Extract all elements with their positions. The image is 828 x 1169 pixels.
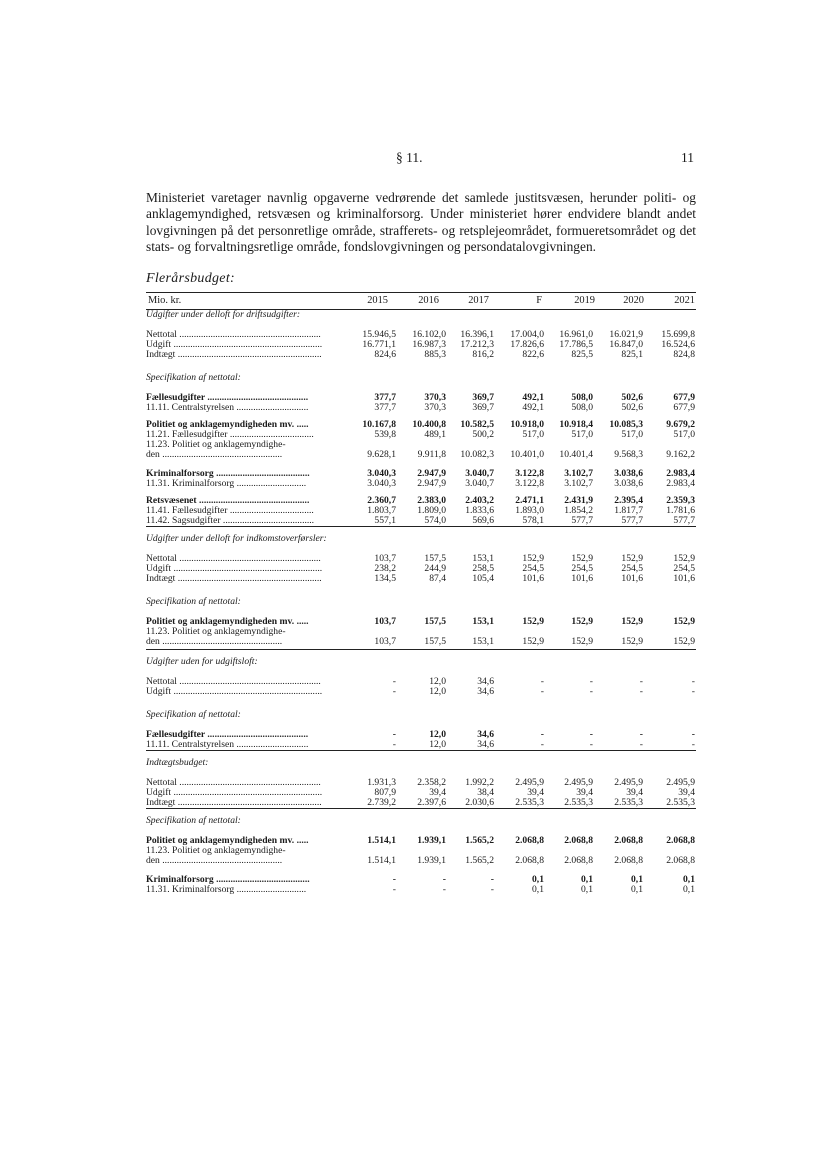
table-cell: 152,9 [621, 553, 643, 564]
table-row [146, 420, 696, 430]
table-cell: 1.565,2 [465, 855, 494, 866]
table-cell: 885,3 [424, 349, 446, 360]
row-label: 11.11. Centralstyrelsen .............................. [146, 403, 309, 413]
table-cell: - [540, 739, 544, 750]
budget-title: Flerårsbudget: [146, 271, 235, 286]
table-cell: 2.068,8 [666, 835, 695, 846]
table-cell: 492,1 [522, 402, 544, 413]
table-cell: 152,9 [673, 636, 695, 647]
table-cell: 10.401,4 [559, 449, 593, 460]
row-label: 11.42. Sagsudgifter ...................................... [146, 516, 315, 526]
unit-label: Mio. kr. [148, 295, 182, 306]
budget-table [146, 292, 696, 895]
table-cell: 16.102,0 [412, 329, 446, 340]
table-cell: 39,4 [429, 787, 446, 798]
table-cell: 15.946,5 [362, 329, 396, 340]
table-cell: 370,3 [424, 402, 446, 413]
table-cell: 574,0 [424, 515, 446, 526]
table-cell: 539,8 [374, 429, 396, 440]
row-label: Nettotal ........................................................... [146, 778, 321, 788]
table-cell: 1.514,1 [367, 835, 396, 846]
table-cell: 1.817,7 [614, 505, 643, 516]
table-row [146, 677, 696, 687]
table-cell: 238,2 [374, 563, 396, 574]
row-label: Fællesudgifter .......................................... [146, 730, 309, 740]
table-cell: 103,7 [374, 636, 396, 647]
table-cell: - [392, 884, 396, 895]
table-cell: 2.395,4 [614, 495, 643, 506]
table-cell: 3.102,7 [564, 468, 593, 479]
section-heading: Udgifter under delloft for driftsudgifter: [146, 309, 301, 320]
table-cell: 15.699,8 [661, 329, 695, 340]
table-cell: 9.162,2 [666, 449, 695, 460]
table-row [146, 687, 696, 697]
table-cell: 103,7 [374, 616, 396, 627]
table-cell: 3.122,8 [515, 468, 544, 479]
table-cell: 2.495,9 [614, 777, 643, 788]
table-cell: 12,0 [429, 739, 446, 750]
table-cell: 152,9 [522, 553, 544, 564]
table-cell: 16.021,9 [609, 329, 643, 340]
table-cell: 9.568,3 [614, 449, 643, 460]
table-cell: - [691, 686, 695, 697]
table-cell: 557,1 [374, 515, 396, 526]
table-cell: 2.030,6 [465, 797, 494, 808]
table-cell: 152,9 [571, 616, 593, 627]
table-cell: - [691, 729, 695, 740]
table-cell: 2.535,3 [666, 797, 695, 808]
spacer [146, 868, 696, 875]
table-row [146, 564, 696, 574]
table-cell: - [442, 884, 446, 895]
table-cell: 517,0 [522, 429, 544, 440]
table-cell: 9.679,2 [666, 419, 695, 430]
row-label: 11.23. Politiet og anklagemyndighe- [146, 440, 286, 450]
table-cell: 1.939,1 [417, 835, 446, 846]
table-cell: - [392, 874, 396, 885]
table-cell: 569,6 [472, 515, 494, 526]
row-label: 11.23. Politiet og anklagemyndighe- [146, 846, 286, 856]
table-cell: - [639, 729, 643, 740]
table-cell: 2.068,8 [564, 835, 593, 846]
table-cell: 105,4 [472, 573, 494, 584]
table-row [146, 350, 696, 360]
row-label: Indtægt ............................................................ [146, 350, 322, 360]
table-row [146, 479, 696, 489]
row-label: 11.11. Centralstyrelsen .............................. [146, 740, 309, 750]
table-cell: 677,9 [673, 392, 695, 403]
row-label: 11.23. Politiet og anklagemyndighe- [146, 627, 286, 637]
table-cell: 152,9 [571, 553, 593, 564]
row-label: Nettotal ........................................................... [146, 554, 321, 564]
table-cell: 2.535,3 [515, 797, 544, 808]
table-cell: 16.771,1 [362, 339, 396, 350]
table-cell: 489,1 [424, 429, 446, 440]
table-cell: 0,1 [683, 884, 695, 895]
row-label: Nettotal ........................................................... [146, 677, 321, 687]
table-cell: 153,1 [472, 616, 494, 627]
table-cell: - [490, 884, 494, 895]
table-cell: 9.911,8 [417, 449, 446, 460]
table-cell: 825,1 [621, 349, 643, 360]
table-cell: 816,2 [472, 349, 494, 360]
table-cell: 369,7 [472, 392, 494, 403]
table-cell: 12,0 [429, 686, 446, 697]
table-cell: 17.212,3 [460, 339, 494, 350]
section-heading: Specifikation af nettotal: [146, 815, 241, 826]
table-cell: 0,1 [631, 884, 643, 895]
row-label: 11.31. Kriminalforsorg ............................. [146, 885, 307, 895]
column-header: F [536, 295, 542, 306]
row-label: Indtægt ............................................................ [146, 798, 322, 808]
row-label: Udgift .............................................................. [146, 687, 323, 697]
table-cell: 152,9 [621, 616, 643, 627]
table-cell: - [392, 676, 396, 687]
table-cell: 10.085,3 [609, 419, 643, 430]
column-header: 2016 [418, 295, 439, 306]
table-cell: 258,5 [472, 563, 494, 574]
table-cell: 16.847,0 [609, 339, 643, 350]
spacer [146, 720, 696, 730]
table-cell: 577,7 [571, 515, 593, 526]
table-cell: 17.826,6 [510, 339, 544, 350]
table-cell: 0,1 [532, 874, 544, 885]
table-cell: 577,7 [621, 515, 643, 526]
table-cell: 2.068,8 [614, 855, 643, 866]
table-cell: 101,6 [673, 573, 695, 584]
table-cell: 377,7 [374, 392, 396, 403]
table-cell: - [540, 676, 544, 687]
table-cell: 1.992,2 [465, 777, 494, 788]
spacer [146, 751, 696, 758]
table-cell: 508,0 [571, 402, 593, 413]
table-cell: - [589, 739, 593, 750]
table-cell: 1.565,2 [465, 835, 494, 846]
table-row [146, 506, 696, 516]
table-cell: 577,7 [673, 515, 695, 526]
table-cell: 16.396,1 [460, 329, 494, 340]
table-cell: 2.383,0 [417, 495, 446, 506]
table-cell: - [639, 686, 643, 697]
table-row [146, 627, 696, 637]
table-cell: 157,5 [424, 553, 446, 564]
table-row [146, 403, 696, 413]
table-body [146, 310, 696, 895]
table-cell: - [589, 686, 593, 697]
table-cell: 824,8 [673, 349, 695, 360]
section-heading: Udgifter uden for udgiftsloft: [146, 656, 258, 667]
table-cell: 502,6 [621, 402, 643, 413]
table-cell: 157,5 [424, 616, 446, 627]
section-heading: Indtægtsbudget: [146, 757, 209, 768]
table-cell: 2.535,3 [614, 797, 643, 808]
table-cell: 2.983,4 [666, 468, 695, 479]
table-cell: 578,1 [522, 515, 544, 526]
spacer [146, 544, 696, 554]
table-cell: 825,5 [571, 349, 593, 360]
table-cell: 10.918,4 [559, 419, 593, 430]
table-cell: - [442, 874, 446, 885]
table-cell: 153,1 [472, 636, 494, 647]
table-cell: 12,0 [429, 676, 446, 687]
row-label: Politiet og anklagemyndigheden mv. ..... [146, 836, 309, 846]
table-row [146, 574, 696, 584]
table-cell: 152,9 [673, 616, 695, 627]
table-cell: 2.068,8 [515, 855, 544, 866]
table-cell: 39,4 [527, 787, 544, 798]
table-cell: - [589, 729, 593, 740]
table-row [146, 554, 696, 564]
table-cell: 517,0 [571, 429, 593, 440]
table-cell: 3.040,3 [367, 468, 396, 479]
table-cell: 0,1 [581, 884, 593, 895]
row-label: 11.31. Kriminalforsorg ............................. [146, 479, 307, 489]
table-cell: 39,4 [626, 787, 643, 798]
table-row [146, 798, 696, 808]
table-cell: 2.471,1 [515, 495, 544, 506]
table-cell: 0,1 [581, 874, 593, 885]
table-cell: 17.786,5 [559, 339, 593, 350]
row-label: Retsvæsenet .............................................. [146, 496, 310, 506]
row-label: 11.21. Fællesudgifter ................................... [146, 430, 314, 440]
table-cell: 1.809,0 [417, 505, 446, 516]
table-header [146, 292, 696, 310]
column-header: 2017 [468, 295, 489, 306]
row-label: den .................................................. [146, 856, 283, 866]
table-cell: 39,4 [576, 787, 593, 798]
table-cell: - [639, 739, 643, 750]
table-cell: - [589, 676, 593, 687]
table-cell: 2.947,9 [417, 478, 446, 489]
table-cell: 1.931,3 [367, 777, 396, 788]
column-header: 2021 [674, 295, 695, 306]
table-cell: 254,5 [522, 563, 544, 574]
table-cell: - [540, 686, 544, 697]
column-header: 2015 [367, 295, 388, 306]
row-label: Indtægt ............................................................ [146, 574, 322, 584]
table-cell: 17.004,0 [510, 329, 544, 340]
table-cell: 16.524,6 [661, 339, 695, 350]
row-label: Kriminalforsorg ....................................... [146, 875, 310, 885]
table-cell: 152,9 [621, 636, 643, 647]
table-cell: 1.833,6 [465, 505, 494, 516]
table-cell: 2.068,8 [666, 855, 695, 866]
table-row [146, 617, 696, 627]
table-cell: - [691, 739, 695, 750]
table-cell: 824,6 [374, 349, 396, 360]
table-cell: 2.535,3 [564, 797, 593, 808]
table-cell: - [392, 739, 396, 750]
table-row [146, 637, 696, 649]
table-cell: 1.514,1 [367, 855, 396, 866]
table-cell: 244,9 [424, 563, 446, 574]
table-cell: 2.947,9 [417, 468, 446, 479]
table-cell: 370,3 [424, 392, 446, 403]
section-heading: Specifikation af nettotal: [146, 596, 241, 607]
table-cell: - [540, 729, 544, 740]
table-row [146, 740, 696, 750]
table-cell: 10.400,8 [412, 419, 446, 430]
table-cell: 152,9 [522, 636, 544, 647]
table-cell: 87,4 [429, 573, 446, 584]
row-label: Udgift .............................................................. [146, 788, 323, 798]
table-cell: 9.628,1 [367, 449, 396, 460]
table-cell: 2.358,2 [417, 777, 446, 788]
table-cell: 38,4 [477, 787, 494, 798]
table-cell: 3.102,7 [564, 478, 593, 489]
table-row [146, 856, 696, 868]
table-cell: 2.397,6 [417, 797, 446, 808]
row-label: Fællesudgifter .......................................... [146, 393, 309, 403]
table-row [146, 778, 696, 788]
table-cell: 10.401,0 [510, 449, 544, 460]
table-row [146, 393, 696, 403]
row-label: Udgift .............................................................. [146, 564, 323, 574]
section-heading: Udgifter under delloft for indkomstoverførsler: [146, 533, 327, 544]
table-cell: 39,4 [678, 787, 695, 798]
table-cell: 254,5 [673, 563, 695, 574]
table-cell: 34,6 [477, 686, 494, 697]
table-cell: 500,2 [472, 429, 494, 440]
spacer [146, 667, 696, 677]
table-cell: 807,9 [374, 787, 396, 798]
table-cell: 677,9 [673, 402, 695, 413]
table-cell: 134,5 [374, 573, 396, 584]
table-cell: 0,1 [683, 874, 695, 885]
table-cell: 3.040,7 [465, 468, 494, 479]
table-cell: - [639, 676, 643, 687]
table-cell: 2.068,8 [564, 855, 593, 866]
section-heading: Specifikation af nettotal: [146, 709, 241, 720]
table-cell: 2.431,9 [564, 495, 593, 506]
table-cell: 377,7 [374, 402, 396, 413]
column-header: 2020 [623, 295, 644, 306]
table-cell: 3.038,6 [614, 468, 643, 479]
row-label: den .................................................. [146, 637, 283, 647]
table-cell: 16.987,3 [412, 339, 446, 350]
spacer [146, 607, 696, 617]
row-label: Kriminalforsorg ....................................... [146, 469, 310, 479]
table-cell: 10.167,8 [362, 419, 396, 430]
table-cell: 101,6 [621, 573, 643, 584]
table-cell: 153,1 [472, 553, 494, 564]
table-cell: 2.360,7 [367, 495, 396, 506]
page-header [0, 150, 828, 170]
table-cell: 1.854,2 [564, 505, 593, 516]
table-cell: - [392, 729, 396, 740]
table-cell: 517,0 [621, 429, 643, 440]
table-cell: 517,0 [673, 429, 695, 440]
table-cell: 152,9 [522, 616, 544, 627]
row-label: den .................................................. [146, 450, 283, 460]
table-cell: 152,9 [673, 553, 695, 564]
table-cell: 502,6 [621, 392, 643, 403]
row-label: 11.41. Fællesudgifter ................................... [146, 506, 314, 516]
row-label: Udgift .............................................................. [146, 340, 323, 350]
table-cell: 492,1 [522, 392, 544, 403]
table-cell: 34,6 [477, 676, 494, 687]
table-cell: 2.739,2 [367, 797, 396, 808]
table-row [146, 730, 696, 740]
page-number: 11 [681, 150, 694, 165]
table-row [146, 875, 696, 885]
section-heading: Specifikation af nettotal: [146, 372, 241, 383]
table-cell: 254,5 [621, 563, 643, 574]
table-cell: 2.495,9 [515, 777, 544, 788]
table-cell: 1.781,6 [666, 505, 695, 516]
table-cell: 34,6 [477, 739, 494, 750]
table-cell: 0,1 [631, 874, 643, 885]
table-cell: 254,5 [571, 563, 593, 574]
section-marker: § 11. [396, 150, 423, 165]
table-cell: 1.803,7 [367, 505, 396, 516]
table-cell: 2.359,3 [666, 495, 695, 506]
table-cell: 3.122,8 [515, 478, 544, 489]
table-cell: 10.918,0 [510, 419, 544, 430]
table-cell: 2.068,8 [515, 835, 544, 846]
table-cell: - [392, 686, 396, 697]
table-row [146, 450, 696, 462]
table-cell: 508,0 [571, 392, 593, 403]
table-row [146, 836, 696, 846]
table-row [146, 340, 696, 350]
table-cell: 101,6 [522, 573, 544, 584]
table-cell: 34,6 [477, 729, 494, 740]
table-cell: 369,7 [472, 402, 494, 413]
intro-paragraph: Ministeriet varetager navnlig opgaverne vedrørende det samlede justitsvæsen, herunder politi- og anklagemyndighed, retsvæsen og kriminalforsorg. Under ministeriet hører endvidere blandt andet lovgivningen på det personretlige område, strafferets- og retsplejeområdet, formueretsområdet og det stats- og forvaltningsretlige område, fondslovgivningen og persondatalovgivningen. [146, 190, 696, 254]
row-label: Politiet og anklagemyndigheden mv. ..... [146, 420, 309, 430]
spacer [146, 383, 696, 393]
table-cell: 10.082,3 [460, 449, 494, 460]
table-cell: 103,7 [374, 553, 396, 564]
table-cell: 3.040,7 [465, 478, 494, 489]
table-cell: 822,6 [522, 349, 544, 360]
table-cell: 2.983,4 [666, 478, 695, 489]
row-label: Nettotal ........................................................... [146, 330, 321, 340]
table-cell: 101,6 [571, 573, 593, 584]
table-cell: 1.893,0 [515, 505, 544, 516]
table-cell: 12,0 [429, 729, 446, 740]
table-cell: 2.495,9 [564, 777, 593, 788]
table-cell: 10.582,5 [460, 419, 494, 430]
table-row [146, 430, 696, 440]
table-cell: 0,1 [532, 884, 544, 895]
table-cell: 2.403,2 [465, 495, 494, 506]
table-cell: - [691, 676, 695, 687]
table-cell: 157,5 [424, 636, 446, 647]
table-cell: 1.939,1 [417, 855, 446, 866]
table-cell: 3.040,3 [367, 478, 396, 489]
table-row [146, 885, 696, 895]
table-cell: 3.038,6 [614, 478, 643, 489]
table-cell: 2.068,8 [614, 835, 643, 846]
table-cell: 152,9 [571, 636, 593, 647]
row-label: Politiet og anklagemyndigheden mv. ..... [146, 617, 309, 627]
column-header: 2019 [574, 295, 595, 306]
table-cell: 16.961,0 [559, 329, 593, 340]
table-cell: 2.495,9 [666, 777, 695, 788]
table-cell: - [490, 874, 494, 885]
table-row [146, 516, 696, 526]
